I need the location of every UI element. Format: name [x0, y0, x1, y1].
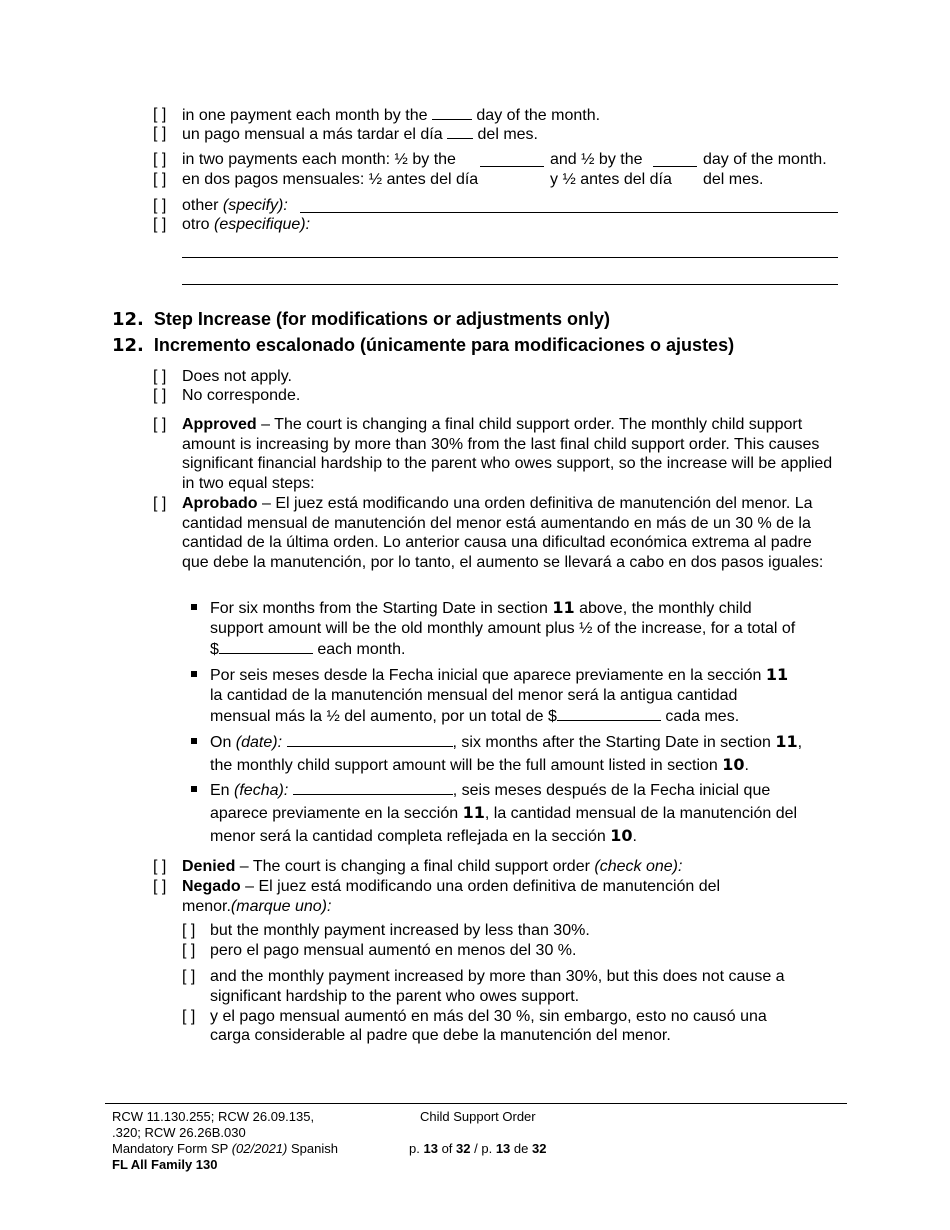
section-12-heading-es: 12. Incremento escalonado (únicamente para modificaciones o ajustes)	[112, 335, 735, 356]
bullet-1-line-1: For six months from the Starting Date in section 11 above, the monthly child	[210, 598, 752, 617]
more-30-es-1: y el pago mensual aumentó en más del 30 %, sin embargo, esto no causó una	[210, 1008, 767, 1025]
bullet-2-line-2: la cantidad de la manutención mensual del menor será la antigua cantidad	[210, 687, 738, 704]
bullet-icon	[191, 671, 197, 677]
two-payments-es-2: y ½ antes del día	[550, 171, 672, 188]
checkbox-less-30-es[interactable]: [ ]	[182, 942, 196, 959]
bullet-4-line-1: En (fecha): , seis meses después de la Fecha inicial que	[210, 782, 771, 799]
bullet-3-line-2: the monthly child support amount will be the full amount listed in section 10.	[210, 755, 749, 774]
bullet-icon	[191, 786, 197, 792]
bullet-4-line-2: aparece previamente en la sección 11, la cantidad mensual de la manutención del	[210, 803, 798, 822]
section-12-heading-en: 12. Step Increase (for modifications or adjustments only)	[112, 309, 610, 330]
other-specify-line[interactable]	[300, 212, 838, 213]
bullet-4-line-3: menor será la cantidad completa reflejada en la sección 10.	[210, 826, 637, 845]
checkbox-aprobado[interactable]: [ ]	[153, 495, 167, 512]
more-30-en-2: significant hardship to the parent who owes support.	[210, 988, 580, 1005]
no-corresponde: No corresponde.	[182, 387, 301, 404]
negado-line-1: Negado – El juez está modificando una orden definitiva de manutención del	[182, 878, 721, 895]
bullet-3-line-1: On (date): , six months after the Starting Date in section 11,	[210, 732, 803, 751]
other-es: otro (especifique):	[182, 216, 311, 233]
two-payments-en-1: in two payments each month: ½ by the	[182, 151, 456, 168]
two-payments-en-3: day of the month.	[703, 151, 827, 168]
dia-blank[interactable]	[447, 124, 473, 139]
footer-citations: RCW 11.130.255; RCW 26.09.135, .320; RCW 26.26B.030 Mandatory Form SP (02/2021) Spanish FL All Family 130	[112, 1109, 338, 1172]
fecha-blank[interactable]	[293, 780, 453, 795]
approved-paragraph: Approved – The court is changing a final child support order. The monthly child support amount is increasing by more than 30% from the last final child support order. This causes significant financial hardship to the parent who owes support, so the increase will be applied in two equal steps:	[182, 416, 833, 492]
checkbox-does-not-apply[interactable]: [ ]	[153, 368, 167, 385]
more-30-en-1: and the monthly payment increased by more than 30%, but this does not cause a	[210, 968, 785, 985]
checkbox-less-30[interactable]: [ ]	[182, 922, 196, 939]
one-payment-en: in one payment each month by the day of the month.	[182, 107, 601, 124]
checkbox-two-payments[interactable]: [ ]	[153, 151, 167, 168]
one-payment-es: un pago mensual a más tardar el día del mes.	[182, 126, 538, 143]
aprobado-paragraph: Aprobado – El juez está modificando una orden definitiva de manutención del menor. La cantidad mensual de manutención del menor está aumentando en más de un 30 % de la cantidad de la última orden. Lo anterior causa una dificultad económica extrema al padre que debe la manutención, por lo tanto, el aumento se llevará a cabo en dos pasos iguales:	[182, 495, 824, 571]
checkbox-more-30-es[interactable]: [ ]	[182, 1008, 196, 1025]
checkbox-negado[interactable]: [ ]	[153, 878, 167, 895]
two-payments-es-1: en dos pagos mensuales: ½ antes del día	[182, 171, 479, 188]
first-half-blank[interactable]	[480, 152, 544, 167]
bullet-1-line-2: support amount will be the old monthly amount plus ½ of the increase, for a total of	[210, 620, 796, 637]
bullet-2-line-3: mensual más la ½ del aumento, por un total de $ cada mes.	[210, 708, 740, 725]
less-30-es: pero el pago mensual aumentó en menos del 30 %.	[210, 942, 577, 959]
checkbox-more-30[interactable]: [ ]	[182, 968, 196, 985]
two-payments-es-3: del mes.	[703, 171, 764, 188]
footer-divider	[105, 1103, 847, 1104]
checkbox-other[interactable]: [ ]	[153, 197, 167, 214]
checkbox-approved[interactable]: [ ]	[153, 416, 167, 433]
other-line-3[interactable]	[182, 284, 838, 285]
bullet-icon	[191, 604, 197, 610]
two-payments-en-2: and ½ by the	[550, 151, 643, 168]
bullet-icon	[191, 738, 197, 744]
negado-line-2: menor.(marque uno):	[182, 898, 332, 915]
total-amount-blank[interactable]	[219, 639, 313, 654]
second-half-blank[interactable]	[653, 152, 697, 167]
day-blank[interactable]	[432, 105, 472, 120]
checkbox-two-payments-es[interactable]: [ ]	[153, 171, 167, 188]
checkbox-no-corresponde[interactable]: [ ]	[153, 387, 167, 404]
other-en: other (specify):	[182, 197, 288, 214]
checkbox-one-payment[interactable]: [ ]	[153, 106, 167, 123]
denied-line: Denied – The court is changing a final child support order (check one):	[182, 858, 683, 875]
does-not-apply: Does not apply.	[182, 368, 292, 385]
checkbox-denied[interactable]: [ ]	[153, 858, 167, 875]
other-line-2[interactable]	[182, 257, 838, 258]
more-30-es-2: carga considerable al padre que debe la manutención del menor.	[210, 1027, 671, 1044]
checkbox-other-es[interactable]: [ ]	[153, 216, 167, 233]
date-blank[interactable]	[287, 732, 453, 747]
page-number: p. 13 of 32 / p. 13 de 32	[409, 1141, 547, 1156]
bullet-1-line-3: $ each month.	[210, 641, 406, 658]
less-30-en: but the monthly payment increased by less than 30%.	[210, 922, 590, 939]
checkbox-one-payment-es[interactable]: [ ]	[153, 125, 167, 142]
total-cantidad-blank[interactable]	[557, 706, 661, 721]
footer-doc-title: Child Support Order	[420, 1109, 536, 1124]
bullet-2-line-1: Por seis meses desde la Fecha inicial que aparece previamente en la sección 11	[210, 665, 789, 684]
